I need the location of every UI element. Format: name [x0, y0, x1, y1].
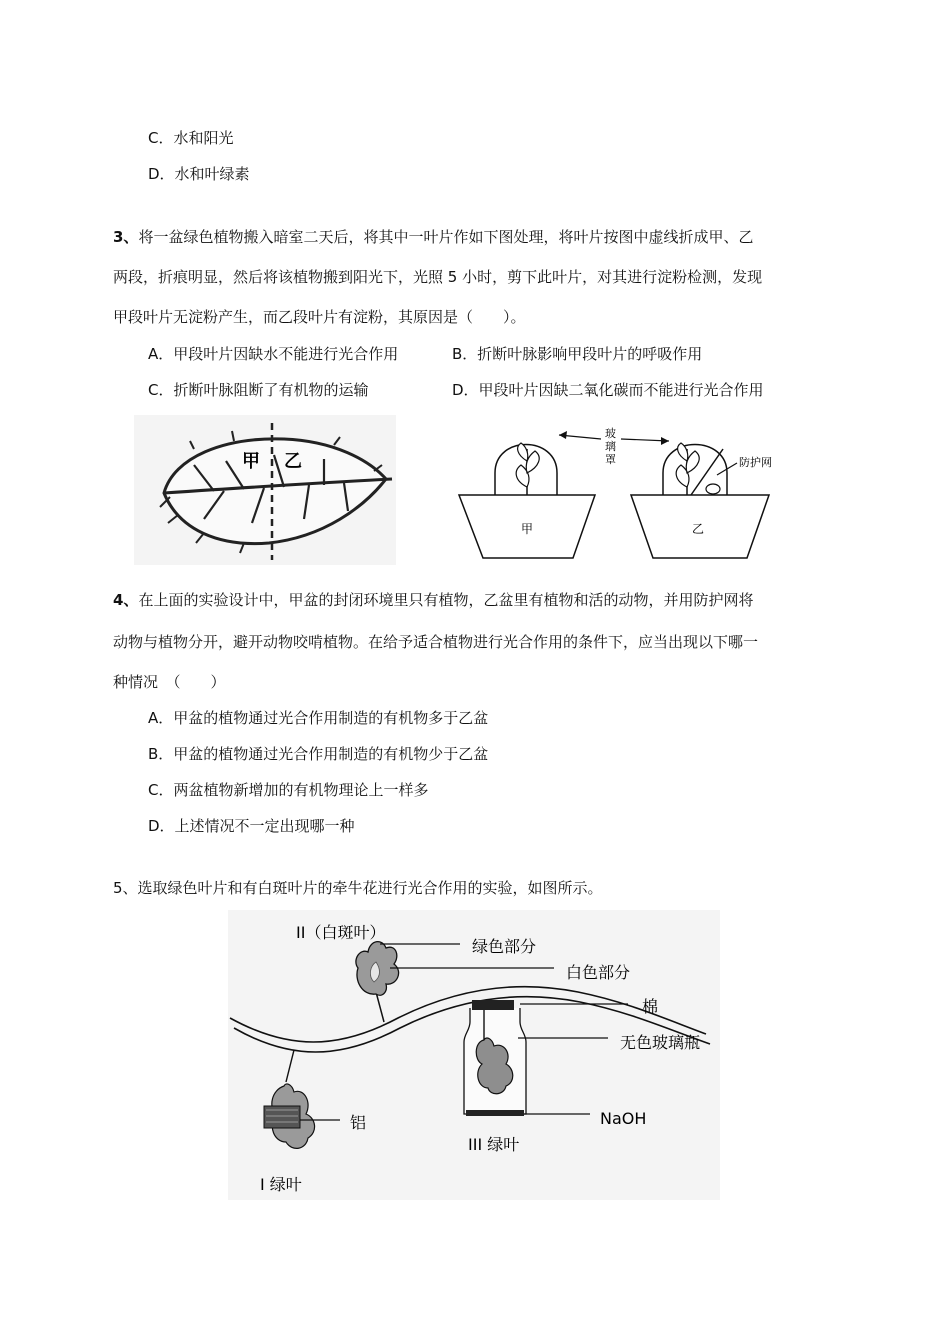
glass-cover-char-2: 璃	[605, 440, 616, 453]
q4-option-b: B．甲盆的植物通过光合作用制造的有机物少于乙盆	[148, 745, 489, 763]
q3-text-1: 将一盆绿色植物搬入暗室二天后，将其中一叶片作如下图处理，将叶片按图中虚线折成甲、乙	[138, 228, 754, 246]
glass-bottle	[464, 1000, 526, 1116]
glass-cover-label	[605, 426, 620, 466]
cotton-label: 棉	[642, 997, 659, 1016]
aluminum-foil	[264, 1106, 300, 1128]
pot-jia	[459, 443, 595, 558]
white-part-label: 白色部分	[566, 963, 631, 982]
aluminum-label: 铝	[350, 1113, 367, 1132]
q2-option-d: D．水和叶绿素	[148, 165, 250, 183]
q3-option-d: D．甲段叶片因缺二氧化碳而不能进行光合作用	[452, 381, 764, 399]
q4-option-d: D．上述情况不一定出现哪一种	[148, 817, 355, 835]
q2-option-c: C．水和阳光	[148, 129, 234, 147]
cotton-plug	[472, 1000, 514, 1010]
naoh-label: NaOH	[600, 1109, 647, 1128]
animal-mouse-icon	[706, 484, 720, 494]
q3-stem-line1	[113, 226, 753, 247]
q4-stem-line1	[113, 589, 753, 610]
bottle-label: 无色玻璃瓶	[620, 1033, 701, 1052]
q4-number: 4、	[113, 591, 139, 609]
q3-stem-line2: 两段，折痕明显，然后将该植物搬到阳光下，光照 5 小时，剪下此叶片，对其进行淀粉检测，发现	[113, 268, 763, 286]
pot-label-yi: 乙	[692, 522, 705, 536]
morning-glory-figure	[228, 910, 720, 1200]
q4-option-c: C．两盆植物新增加的有机物理论上一样多	[148, 781, 429, 799]
green-part-label: 绿色部分	[472, 937, 537, 956]
q4-stem-line2: 动物与植物分开，避开动物咬啃植物。在给予适合植物进行光合作用的条件下，应当出现以下哪一	[113, 633, 759, 651]
leaf2-label: II（白斑叶）	[296, 923, 386, 942]
leaf3-label: III 绿叶	[468, 1135, 520, 1154]
q5-stem-line1: 5、选取绿色叶片和有白斑叶片的牵牛花进行光合作用的实验，如图所示。	[113, 879, 603, 897]
leaf1-label: I 绿叶	[260, 1175, 302, 1194]
q4-text-1: 在上面的实验设计中，甲盆的封闭环境里只有植物，乙盆里有植物和活的动物，并用防护网将	[138, 591, 754, 609]
leaf-label-yi: 乙	[284, 451, 302, 472]
q3-stem-line3: 甲段叶片无淀粉产生，而乙段叶片有淀粉，其原因是（ ）。	[113, 308, 526, 326]
glass-cover-char-1: 玻	[605, 427, 616, 440]
net-label: 防护网	[739, 456, 772, 469]
pots-figure	[455, 415, 815, 565]
naoh-layer	[466, 1110, 524, 1116]
q3-option-a: A．甲段叶片因缺水不能进行光合作用	[148, 345, 399, 363]
q4-stem-line3: 种情况 （ ）	[113, 673, 226, 691]
folded-leaf-figure	[134, 415, 396, 565]
q4-option-a: A．甲盆的植物通过光合作用制造的有机物多于乙盆	[148, 709, 489, 727]
glass-cover-char-3: 罩	[605, 453, 616, 466]
q3-option-b: B．折断叶脉影响甲段叶片的呼吸作用	[452, 345, 703, 363]
q3-option-c: C．折断叶脉阻断了有机物的运输	[148, 381, 369, 399]
leaf-label-jia: 甲	[242, 451, 260, 472]
q3-number: 3、	[113, 228, 139, 246]
pot-label-jia: 甲	[521, 522, 534, 536]
